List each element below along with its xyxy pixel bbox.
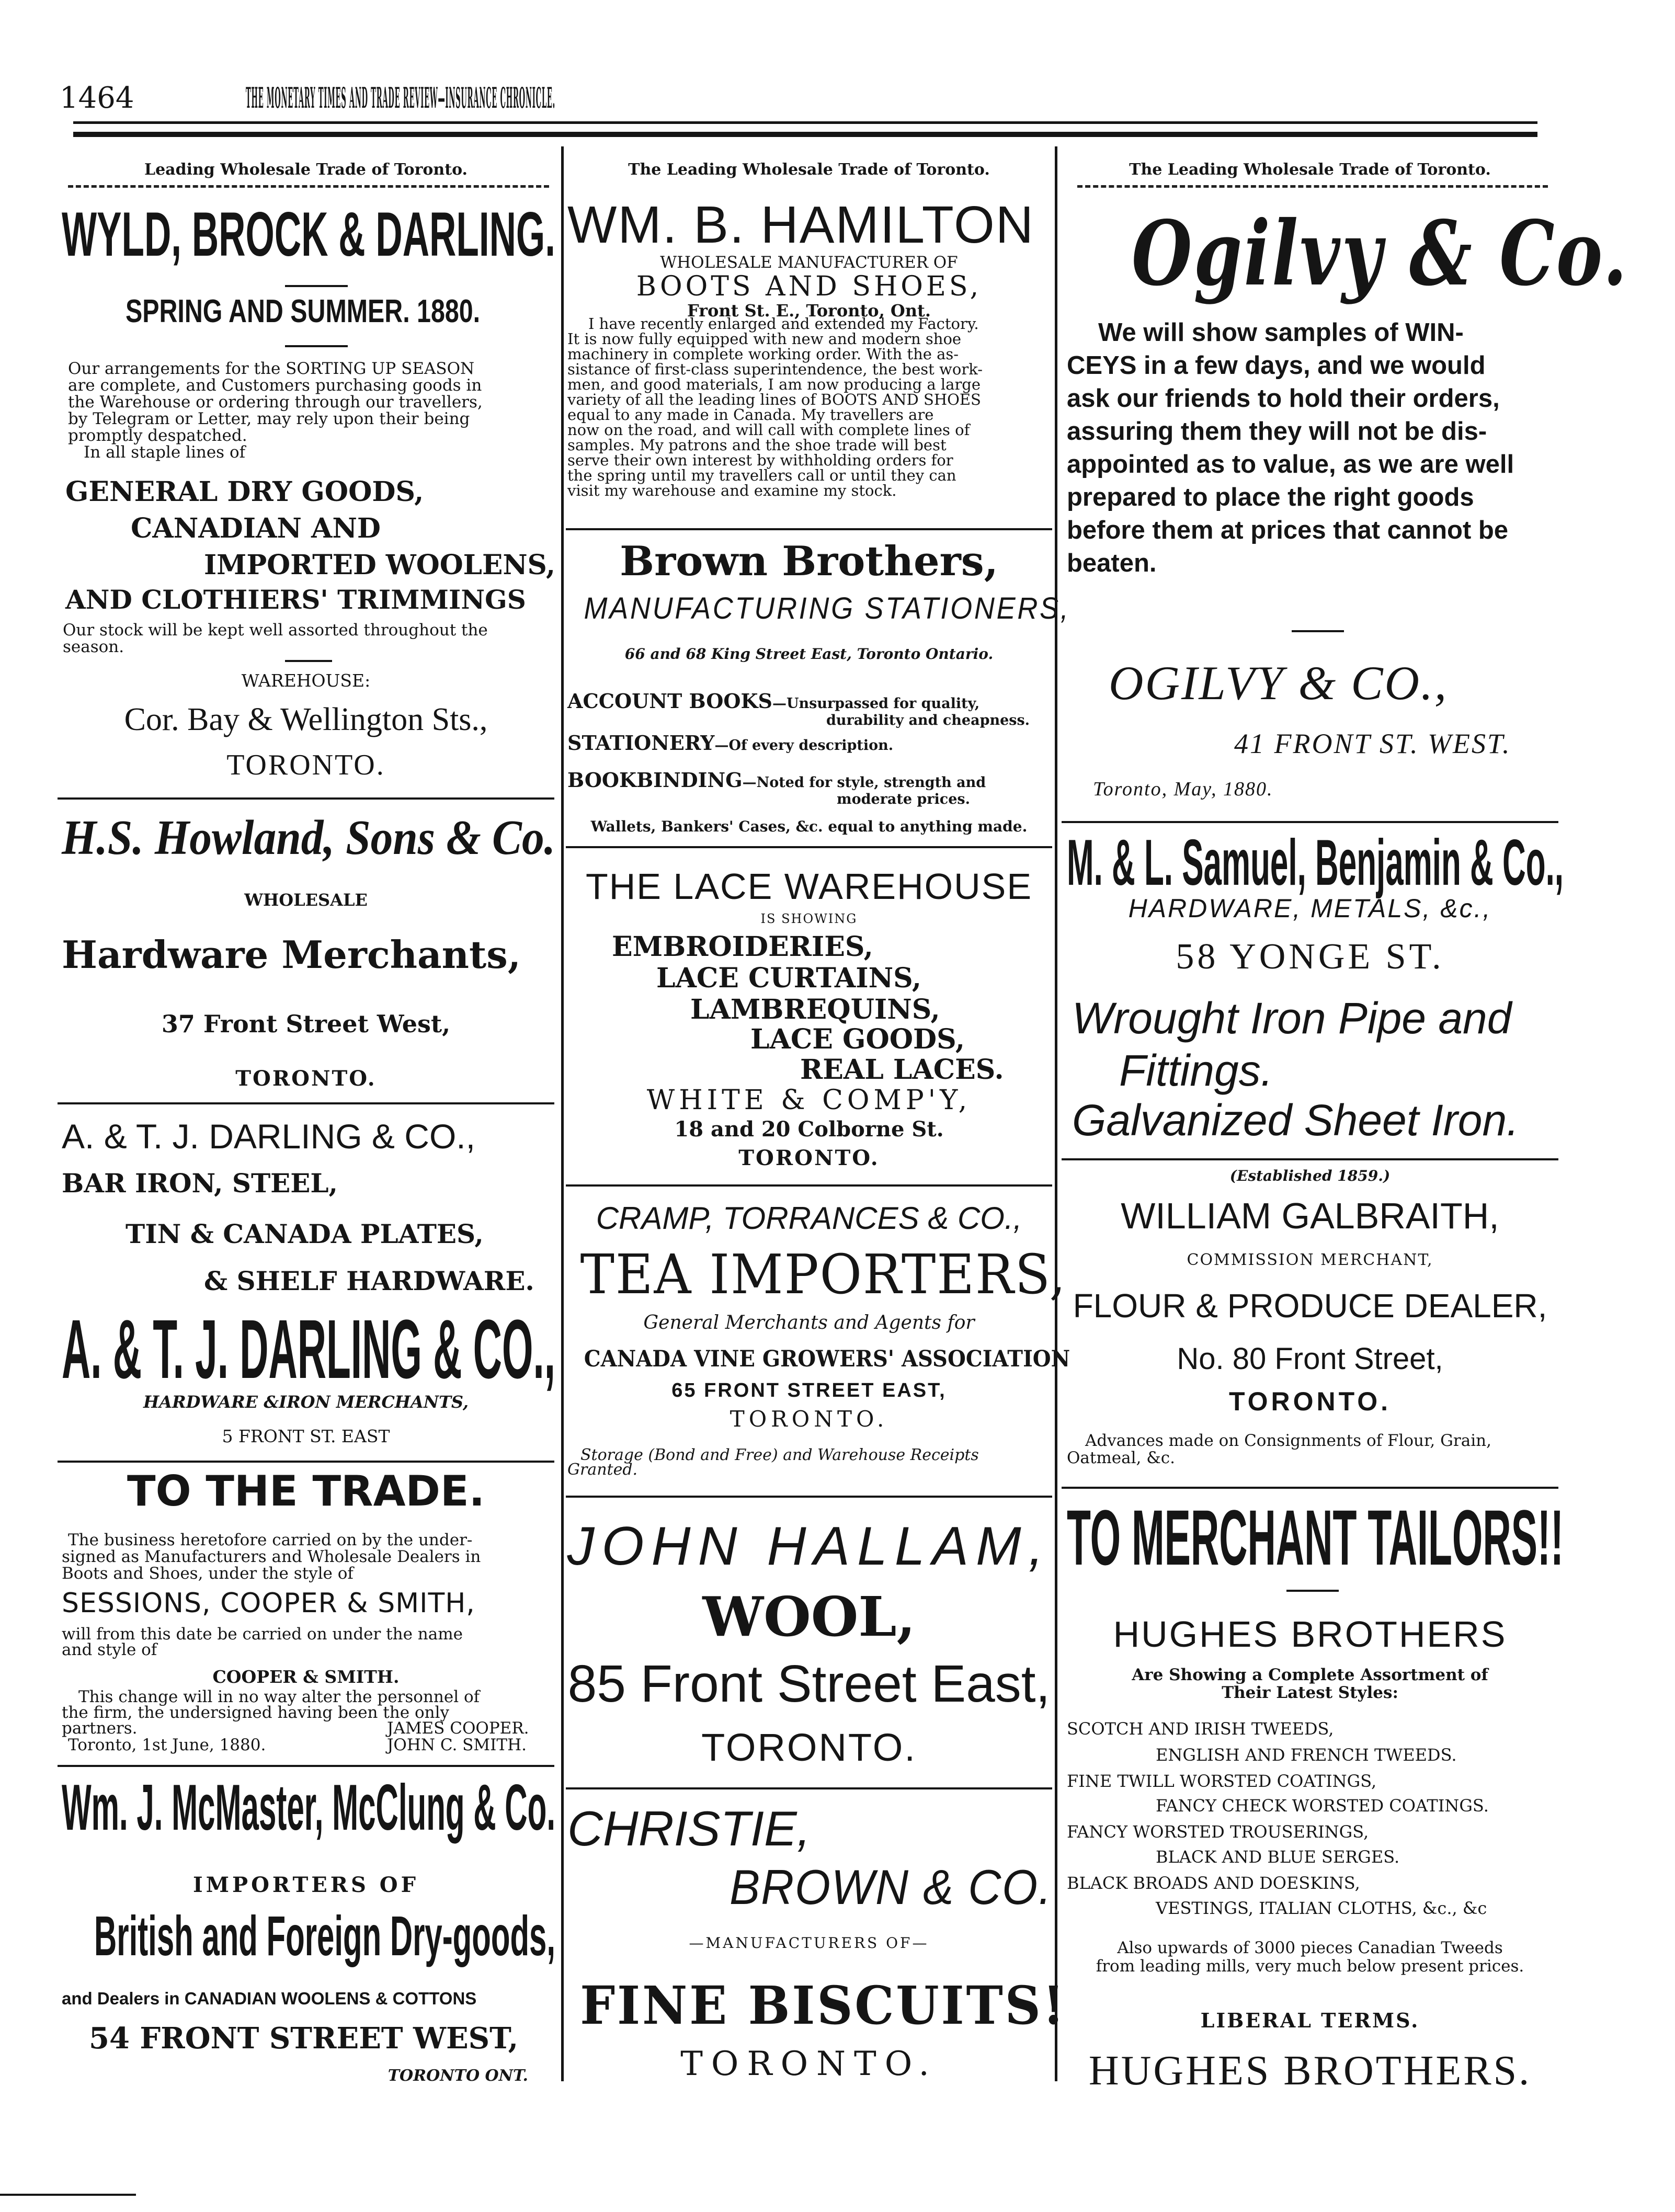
- hughes-signature: HUGHES BROTHERS.: [1088, 2048, 1532, 2094]
- trade-signer-2: JOHN C. SMITH.: [387, 1736, 527, 1754]
- samuel-trade: HARDWARE, METALS, &c.,: [1128, 894, 1492, 923]
- header-rule-bottom: [73, 132, 1537, 137]
- lace-address: 18 and 20 Colborne St.: [674, 1117, 944, 1142]
- brown-address: 66 and 68 King Street East, Toronto Ontario.: [624, 645, 994, 663]
- wyld-rule-2: [285, 345, 348, 347]
- wyld-city: TORONTO.: [226, 749, 385, 781]
- brown-item-1: [567, 691, 979, 711]
- darling-trade: HARDWARE &IRON MERCHANTS,: [143, 1392, 469, 1412]
- cramp-address: 65 FRONT STREET EAST,: [671, 1379, 947, 1401]
- hughes-goods-8: VESTINGS, ITALIAN CLOTHS, &c., &c: [1156, 1898, 1487, 1918]
- col2-divider-2: [566, 846, 1052, 848]
- wyld-body-3: the Warehouse or ordering through our travellers,: [68, 393, 483, 412]
- cramp-agents: General Merchants and Agents for: [643, 1312, 975, 1333]
- hallam-city: TORONTO.: [701, 1726, 917, 1769]
- hamilton-body-5: men, and good materials, I am now producing a large: [567, 375, 981, 393]
- hamilton-body-8: now on the road, and will call with complete lines of: [567, 421, 970, 439]
- trade-body-2: signed as Manufacturers and Wholesale Dealers in: [62, 1547, 481, 1566]
- ogilvy-signature: OGILVY & CO.,: [1109, 656, 1448, 710]
- mcmaster-goods: British and Foreign Dry-goods,: [94, 1904, 555, 1967]
- hughes-showing-1: Are Showing a Complete Assortment of: [1132, 1666, 1488, 1684]
- mcmaster-city: TORONTO ONT.: [388, 2067, 528, 2085]
- samuel-line-3: Galvanized Sheet Iron.: [1072, 1096, 1519, 1145]
- darling-line-2: TIN & CANADA PLATES,: [126, 1218, 484, 1249]
- christie-manufacturers: —MANUFACTURERS OF—: [689, 1934, 929, 1952]
- hughes-goods-6: BLACK AND BLUE SERGES.: [1156, 1847, 1400, 1867]
- col2-divider-5: [566, 1787, 1052, 1789]
- hamilton-body-9: samples. My patrons and the shoe trade will best: [567, 436, 947, 454]
- mcmaster-dealers: and Dealers in CANADIAN WOOLENS & COTTONS: [62, 1989, 477, 2008]
- galbraith-role: COMMISSION MERCHANT,: [1187, 1251, 1433, 1269]
- hughes-note-2: from leading mills, very much below present prices.: [1096, 1957, 1524, 1976]
- howland-name: H.S. Howland, Sons & Co.: [62, 811, 555, 865]
- brown-name: Brown Brothers,: [620, 538, 998, 585]
- masthead-title: THE MONETARY TIMES AND TRADE REVIEW—INSURANCE CHRONICLE.: [246, 81, 555, 115]
- brown-item-2-term: STATIONERY: [567, 731, 715, 755]
- bottom-edge-rule: [0, 2194, 136, 2196]
- hamilton-subtitle: WHOLESALE MANUFACTURER OF: [660, 253, 958, 272]
- wyld-rule: [285, 285, 348, 287]
- ogilvy-body-6: prepared to place the right goods: [1067, 483, 1474, 511]
- lace-firm: WHITE & COMP'Y,: [646, 1085, 972, 1116]
- ogilvy-body-4: assuring them they will not be dis-: [1067, 417, 1487, 446]
- ogilvy-body-2: CEYS in a few days, and we would: [1067, 351, 1486, 380]
- howland-wholesale: WHOLESALE: [244, 890, 368, 910]
- hughes-goods-5: FANCY WORSTED TROUSERINGS,: [1067, 1822, 1369, 1842]
- cramp-storage-1: Storage (Bond and Free) and Warehouse Receipts: [580, 1446, 979, 1464]
- darling-name-large: A. & T. J. DARLING & CO.,: [62, 1302, 555, 1396]
- hamilton-product: BOOTS AND SHOES,: [636, 271, 982, 302]
- col3-heading: The Leading Wholesale Trade of Toronto.: [1129, 161, 1491, 179]
- howland-address: 37 Front Street West,: [161, 1010, 451, 1038]
- hamilton-address: Front St. E., Toronto, Ont.: [687, 301, 931, 321]
- hamilton-body-7: equal to any made in Canada. My travellers are: [567, 406, 934, 424]
- ogilvy-address: 41 FRONT ST. WEST.: [1234, 728, 1511, 759]
- lace-item-5: REAL LACES.: [800, 1054, 1004, 1086]
- col1-divider-2: [58, 1102, 554, 1104]
- wyld-address: Cor. Bay & Wellington Sts.,: [124, 702, 488, 737]
- trade-body-1: The business heretofore carried on by the under-: [68, 1531, 473, 1549]
- wyld-season: SPRING AND SUMMER. 1880.: [126, 293, 481, 329]
- hallam-name: JOHN HALLAM,: [567, 1516, 1051, 1577]
- wyld-body-4: by Telegram or Letter, may rely upon their being: [68, 409, 470, 428]
- howland-city: TORONTO.: [235, 1066, 377, 1091]
- wyld-name: WYLD, BROCK & DARLING.: [62, 199, 555, 269]
- col3-heading-rule: [1077, 185, 1548, 188]
- header-rule-top: [73, 121, 1537, 124]
- hamilton-body-2: It is now fully equipped with new and modern shoe: [567, 330, 962, 348]
- samuel-line-2: Fittings.: [1119, 1046, 1273, 1095]
- hughes-goods-1: SCOTCH AND IRISH TWEEDS,: [1067, 1719, 1334, 1739]
- ogilvy-body-1: We will show samples of WIN-: [1098, 318, 1464, 347]
- galbraith-name: WILLIAM GALBRAITH,: [1121, 1195, 1499, 1236]
- cramp-storage-2: Granted.: [567, 1461, 638, 1479]
- trade-place-date: Toronto, 1st June, 1880.: [68, 1736, 266, 1754]
- cramp-city: TORONTO.: [730, 1406, 888, 1432]
- galbraith-address: No. 80 Front Street,: [1177, 1342, 1443, 1376]
- col3-divider-2: [1062, 1158, 1558, 1160]
- hamilton-body-12: visit my warehouse and examine my stock.: [567, 482, 897, 499]
- lace-item-1: EMBROIDERIES,: [612, 931, 873, 963]
- trade-signer-1: JAMES COOPER.: [387, 1719, 529, 1738]
- samuel-name: M. & L. Samuel, Benjamin & Co.,: [1067, 827, 1564, 899]
- trade-change-3: partners.: [62, 1719, 138, 1738]
- hughes-terms: LIBERAL TERMS.: [1200, 2009, 1420, 2032]
- galbraith-established: (Established 1859.): [1229, 1167, 1391, 1184]
- col1-heading-rule: [68, 185, 549, 188]
- wyld-rule-3: [285, 660, 332, 662]
- col2-heading: The Leading Wholesale Trade of Toronto.: [628, 161, 990, 179]
- wyld-stock-1: Our stock will be kept well assorted throughout the: [63, 621, 488, 640]
- hughes-showing-2: Their Latest Styles:: [1222, 1683, 1398, 1702]
- brown-item-3-desc2: moderate prices.: [837, 791, 970, 807]
- brown-item-3: [567, 770, 986, 790]
- mcmaster-name: Wm. J. McMaster, McClung & Co.: [62, 1772, 555, 1844]
- wyld-line-2: CANADIAN AND: [131, 512, 381, 544]
- hughes-note-1: Also upwards of 3000 pieces Canadian Tweeds: [1117, 1939, 1503, 1957]
- lace-item-4: LACE GOODS,: [750, 1023, 965, 1055]
- column-divider-left: [561, 146, 564, 2081]
- darling-name: A. & T. J. DARLING & CO.,: [62, 1117, 475, 1156]
- brown-trade: MANUFACTURING STATIONERS,: [584, 591, 1070, 625]
- col1-divider-3: [58, 1461, 554, 1463]
- wyld-line-1: GENERAL DRY GOODS,: [65, 476, 424, 508]
- hamilton-body-6: variety of all the leading lines of BOOTS AND SHOES: [567, 391, 981, 408]
- cramp-trade: TEA IMPORTERS,: [580, 1242, 1067, 1306]
- wyld-line-4: AND CLOTHIERS' TRIMMINGS: [65, 584, 526, 615]
- hallam-trade: WOOL,: [702, 1584, 916, 1649]
- samuel-address: 58 YONGE ST.: [1176, 937, 1444, 977]
- wyld-line-3: IMPORTED WOOLENS,: [204, 549, 555, 581]
- galbraith-city: TORONTO.: [1228, 1387, 1392, 1416]
- brown-item-1-desc: —Unsurpassed for quality,: [772, 695, 980, 712]
- trade-continuation-1: will from this date be carried on under the name: [62, 1625, 463, 1644]
- mcmaster-address: 54 FRONT STREET WEST,: [89, 2021, 519, 2056]
- howland-trade: Hardware Merchants,: [62, 932, 521, 977]
- hughes-goods-7: BLACK BROADS AND DOESKINS,: [1067, 1873, 1360, 1893]
- wyld-warehouse-label: WAREHOUSE:: [241, 670, 371, 691]
- trade-change-2: the firm, the undersigned having been the only: [62, 1703, 450, 1722]
- lace-title: THE LACE WAREHOUSE: [585, 866, 1033, 907]
- trade-continuation-2: and style of: [62, 1640, 157, 1659]
- trade-change-1: This change will in no way alter the personnel of: [78, 1687, 480, 1706]
- wyld-body-5: promptly despatched.: [68, 426, 247, 445]
- hallam-address: 85 Front Street East,: [567, 1655, 1051, 1713]
- lace-item-2: LACE CURTAINS,: [656, 962, 921, 994]
- trade-title: TO THE TRADE.: [127, 1467, 485, 1515]
- col3-divider-1: [1062, 821, 1558, 823]
- wyld-body-6: In all staple lines of: [84, 443, 246, 462]
- trade-body-3: Boots and Shoes, under the style of: [62, 1564, 354, 1583]
- wyld-body-2: are complete, and Customers purchasing goods in: [68, 376, 482, 395]
- ogilvy-body-5: appointed as to value, as we are well: [1067, 450, 1514, 478]
- lace-city: TORONTO.: [738, 1146, 880, 1170]
- trade-new-style: COOPER & SMITH.: [212, 1667, 400, 1687]
- wyld-stock-2: season.: [63, 637, 124, 656]
- brown-item-2-desc: —Of every description.: [714, 737, 894, 754]
- col2-divider-3: [566, 1184, 1052, 1187]
- col2-divider-1: [566, 528, 1052, 530]
- hughes-rule: [1286, 1590, 1339, 1592]
- hamilton-body-4: sistance of first-class superintendence, the best work-: [567, 360, 983, 378]
- col1-divider-1: [58, 797, 554, 800]
- hughes-goods-3: FINE TWILL WORSTED COATINGS,: [1067, 1771, 1377, 1791]
- hughes-name: HUGHES BROTHERS: [1113, 1614, 1507, 1655]
- samuel-line-1: Wrought Iron Pipe and: [1072, 994, 1512, 1043]
- col3-divider-3: [1062, 1487, 1558, 1489]
- galbraith-note-1: Advances made on Consignments of Flour, Grain,: [1085, 1431, 1491, 1450]
- cramp-association: CANADA VINE GROWERS' ASSOCIATION: [584, 1346, 1070, 1372]
- ogilvy-body-7: before them at prices that cannot be: [1067, 516, 1509, 544]
- hughes-goods-4: FANCY CHECK WORSTED COATINGS.: [1156, 1796, 1489, 1816]
- ogilvy-body-3: ask our friends to hold their orders,: [1067, 384, 1500, 413]
- ogilvy-rule: [1292, 630, 1344, 632]
- hamilton-body-10: serve their own interest by withholding orders for: [567, 451, 953, 469]
- lace-item-3: LAMBREQUINS,: [690, 994, 940, 1025]
- brown-item-3-term: BOOKBINDING: [567, 768, 743, 792]
- hughes-banner: TO MERCHANT TAILORS!!: [1067, 1493, 1564, 1581]
- page-number: 1464: [60, 81, 134, 115]
- col1-heading: Leading Wholesale Trade of Toronto.: [144, 161, 468, 179]
- hamilton-body-11: the spring until my travellers call or until they can: [567, 466, 956, 484]
- darling-address: 5 FRONT ST. EAST: [222, 1426, 390, 1446]
- brown-item-3-desc: —Noted for style, strength and: [742, 774, 986, 791]
- ogilvy-logo: Ogilvy & Co.: [1132, 201, 1629, 306]
- christie-name-1: CHRISTIE,: [567, 1801, 811, 1856]
- darling-line-1: BAR IRON, STEEL,: [62, 1168, 338, 1199]
- brown-item-1-term: ACCOUNT BOOKS: [567, 689, 772, 713]
- christie-product: FINE BISCUITS!: [580, 1975, 1066, 2036]
- wyld-body-1: Our arrangements for the SORTING UP SEASON: [68, 359, 475, 378]
- ogilvy-date: Toronto, May, 1880.: [1093, 778, 1273, 800]
- mcmaster-importers: IMPORTERS OF: [193, 1873, 419, 1897]
- ogilvy-body-8: beaten.: [1067, 549, 1157, 577]
- galbraith-trade: FLOUR & PRODUCE DEALER,: [1073, 1287, 1547, 1325]
- col1-divider-4: [58, 1765, 554, 1767]
- hamilton-body-1: I have recently enlarged and extended my Factory.: [588, 315, 979, 333]
- christie-city: TORONTO.: [680, 2045, 938, 2083]
- col2-divider-4: [566, 1496, 1052, 1498]
- brown-item-1-desc2: durability and cheapness.: [826, 712, 1030, 728]
- brown-footer: Wallets, Bankers' Cases, &c. equal to anything made.: [590, 818, 1028, 835]
- lace-showing: IS SHOWING: [760, 911, 858, 926]
- hamilton-body-3: machinery in complete working order. With the as-: [567, 345, 959, 363]
- darling-line-3: & SHELF HARDWARE.: [204, 1265, 534, 1296]
- column-divider-right: [1055, 146, 1057, 2081]
- christie-name-2: BROWN & CO.: [730, 1860, 1052, 1914]
- hughes-goods-2: ENGLISH AND FRENCH TWEEDS.: [1156, 1745, 1457, 1765]
- brown-item-2: [567, 733, 893, 753]
- cramp-name: CRAMP, TORRANCES & CO.,: [596, 1201, 1022, 1236]
- trade-old-style: SESSIONS, COOPER & SMITH,: [62, 1588, 475, 1619]
- hamilton-name: WM. B. HAMILTON: [567, 196, 1034, 254]
- galbraith-note-2: Oatmeal, &c.: [1067, 1449, 1176, 1467]
